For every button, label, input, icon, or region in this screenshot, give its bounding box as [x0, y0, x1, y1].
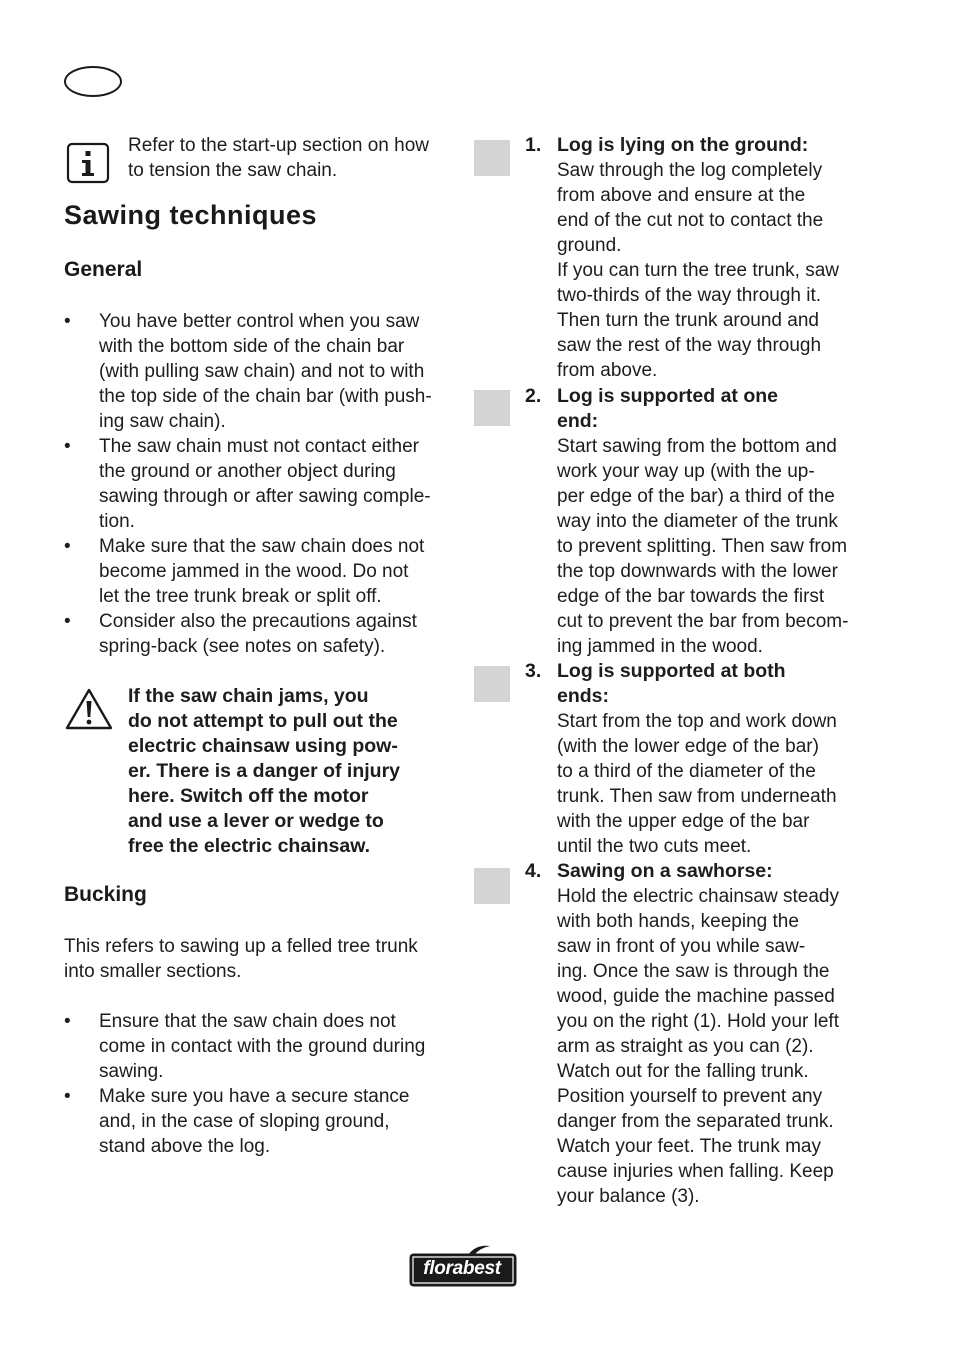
step-image-placeholder [474, 666, 510, 702]
list-item-line: sawing through or after sawing comple- [99, 486, 431, 507]
list-item-line: • Make sure you have a secure stance [99, 1086, 410, 1107]
bucking-intro-line: into smaller sections. [64, 961, 242, 982]
list-item [64, 434, 454, 534]
step-number: 4. [525, 860, 542, 882]
list-item-line: ing saw chain). [99, 411, 226, 432]
step-line: trunk. Then saw from underneath [557, 786, 837, 807]
step-number: 2. [525, 385, 542, 407]
step-line: saw in front of you while saw- [557, 936, 806, 957]
bucking-bullet-list [64, 1009, 454, 1159]
step-line: end of the cut not to contact the [557, 210, 824, 231]
info-note-text [128, 133, 458, 183]
step-line: Watch out for the falling trunk. [557, 1061, 809, 1082]
list-item-line: stand above the log. [99, 1136, 271, 1157]
list-item [64, 534, 454, 609]
list-item [64, 1009, 454, 1084]
step-line: If you can turn the tree trunk, saw [557, 260, 839, 281]
list-item-line: • Ensure that the saw chain does not [99, 1011, 396, 1032]
step-line: until the two cuts meet. [557, 836, 752, 857]
step-title: end: [557, 410, 599, 432]
step-line: danger from the separated trunk. [557, 1111, 834, 1132]
step-image-placeholder [474, 868, 510, 904]
step-line: from above. [557, 360, 658, 381]
step-1 [557, 133, 857, 383]
step-title: ends: [557, 685, 610, 707]
language-badge [64, 66, 122, 97]
step-line: arm as straight as you can (2). [557, 1036, 814, 1057]
warning-line: here. Switch off the motor [128, 785, 369, 807]
step-image-placeholder [474, 140, 510, 176]
warning-line: and use a lever or wedge to [128, 810, 384, 832]
list-item-line: • Consider also the precautions against [99, 611, 417, 632]
step-line: the top downwards with the lower [557, 561, 838, 582]
step-line: to prevent splitting. Then saw from [557, 536, 848, 557]
list-item-line: spring-back (see notes on safety). [99, 636, 386, 657]
step-title: Sawing on a sawhorse: [557, 860, 773, 882]
warning-text [128, 684, 448, 859]
bucking-intro-line: This refers to sawing up a felled tree trunk [64, 936, 418, 957]
logo-text: florabest [423, 1258, 501, 1279]
step-line: ing. Once the saw is through the [557, 961, 830, 982]
step-number: 1. [525, 134, 542, 156]
step-line: Start sawing from the bottom and [557, 436, 837, 457]
step-title: Log is lying on the ground: [557, 134, 809, 156]
general-bullet-list [64, 309, 454, 659]
list-item-line: • You have better control when you saw [99, 311, 420, 332]
list-item [64, 1084, 454, 1159]
step-line: your balance (3). [557, 1186, 700, 1207]
step-line: (with the lower edge of the bar) [557, 736, 819, 757]
step-line: Position yourself to prevent any [557, 1086, 823, 1107]
step-line: cause injuries when falling. Keep [557, 1161, 834, 1182]
warning-line: electric chainsaw using pow- [128, 735, 398, 757]
info-note-line: Refer to the start-up section on how [128, 135, 429, 156]
step-line: edge of the bar towards the first [557, 586, 825, 607]
step-line: cut to prevent the bar from becom- [557, 611, 849, 632]
list-item [64, 309, 454, 434]
step-line: Saw through the log completely [557, 160, 823, 181]
step-line: saw the rest of the way through [557, 335, 822, 356]
step-image-placeholder [474, 390, 510, 426]
step-line: wood, guide the machine passed [557, 986, 835, 1007]
step-2 [557, 384, 857, 659]
warning-line: do not attempt to pull out the [128, 710, 398, 732]
list-item-line: with the bottom side of the chain bar [99, 336, 405, 357]
warning-line: er. There is a danger of injury [128, 760, 401, 782]
section-title: Sawing techniques [64, 200, 318, 230]
step-line: Hold the electric chainsaw steady [557, 886, 839, 907]
list-item-line: let the tree trunk break or split off. [99, 586, 382, 607]
list-item [64, 609, 454, 659]
info-icon [66, 142, 110, 184]
step-line: ing jammed in the wood. [557, 636, 763, 657]
list-item-line: tion. [99, 511, 135, 532]
florabest-logo [406, 1244, 520, 1290]
step-line: work your way up (with the up- [557, 461, 815, 482]
step-line: per edge of the bar) a third of the [557, 486, 835, 507]
step-line: you on the right (1). Hold your left [557, 1011, 839, 1032]
step-line: ground. [557, 235, 622, 256]
list-item-line: (with pulling saw chain) and not to with [99, 361, 425, 382]
step-number: 3. [525, 660, 542, 682]
warning-triangle-icon [64, 686, 114, 732]
step-line: Start from the top and work down [557, 711, 837, 732]
info-note-line: to tension the saw chain. [128, 160, 338, 181]
list-item-line: come in contact with the ground during [99, 1036, 426, 1057]
list-item-line: • Make sure that the saw chain does not [99, 536, 425, 557]
step-line: Then turn the trunk around and [557, 310, 819, 331]
step-line: from above and ensure at the [557, 185, 806, 206]
bucking-heading: Bucking [64, 883, 147, 906]
warning-line: free the electric chainsaw. [128, 835, 371, 857]
step-3 [557, 659, 857, 859]
list-item-line: sawing. [99, 1061, 164, 1082]
step-4 [557, 859, 857, 1209]
list-item-line: become jammed in the wood. Do not [99, 561, 409, 582]
warning-line: If the saw chain jams, you [128, 685, 369, 707]
step-line: two-thirds of the way through it. [557, 285, 822, 306]
list-item-line: • The saw chain must not contact either [99, 436, 419, 457]
step-title: Log is supported at both [557, 660, 786, 682]
bucking-intro [64, 934, 454, 984]
step-line: with both hands, keeping the [557, 911, 799, 932]
list-item-line: the top side of the chain bar (with push- [99, 386, 432, 407]
step-line: to a third of the diameter of the [557, 761, 816, 782]
step-line: way into the diameter of the trunk [557, 511, 838, 532]
general-heading: General [64, 258, 143, 281]
list-item-line: and, in the case of sloping ground, [99, 1111, 390, 1132]
step-line: Watch your feet. The trunk may [557, 1136, 821, 1157]
step-line: with the upper edge of the bar [557, 811, 810, 832]
list-item-line: the ground or another object during [99, 461, 396, 482]
step-title: Log is supported at one [557, 385, 779, 407]
